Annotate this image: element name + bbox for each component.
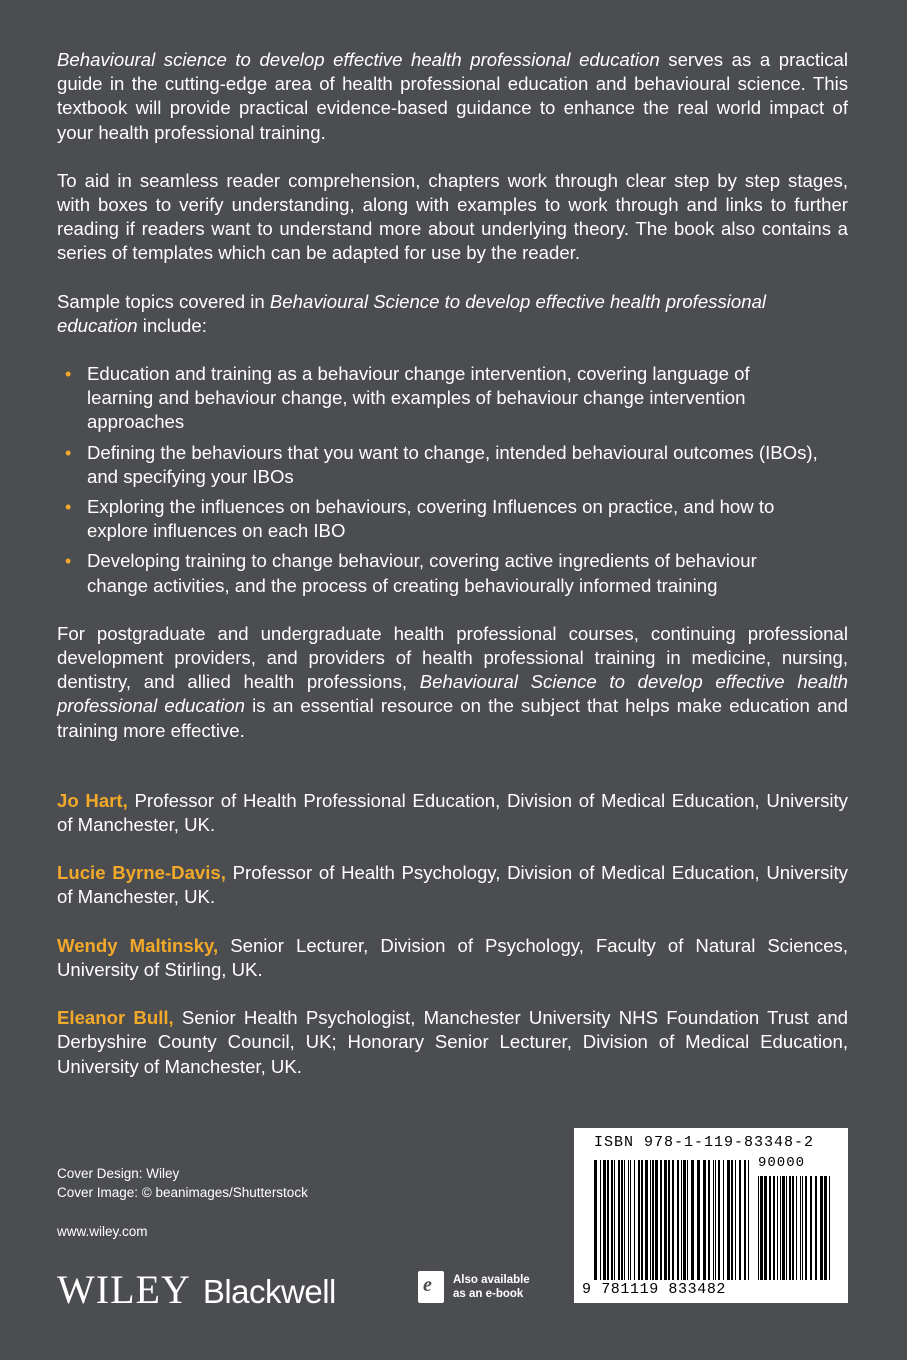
ebook-line-2: as an e-book bbox=[453, 1288, 524, 1300]
cover-credits bbox=[57, 1164, 308, 1202]
author-bio: Jo Hart, Professor of Health Professional Education, Division of Medical Education, University of Manchester, UK. bbox=[57, 789, 848, 836]
price-addon-code: 90000 bbox=[758, 1155, 806, 1171]
bullet-icon: • bbox=[65, 364, 72, 385]
ebook-icon: e bbox=[418, 1271, 444, 1303]
cover-design-credit: Cover Design: Wiley bbox=[57, 1166, 180, 1181]
author-bio: Eleanor Bull, Senior Health Psychologist, Manchester University NHS Foundation Trust and Derbyshire County Council, UK; Honorary Senior Lecturer, Division of Medical Education, University of Manchester, UK. bbox=[57, 1007, 849, 1077]
intro-paragraph-3: Sample topics covered in Behavioural Science to develop effective health professional education include: bbox=[57, 290, 767, 336]
intro-paragraph-1: Behavioural science to develop effective health professional education serves as a practical guide in the cutting-edge area of health professional education and behavioural science. This textbook will provide practical evidence-based guidance to enhance the real world impact of your health professional training. bbox=[57, 49, 848, 143]
author-bio: Lucie Byrne-Davis, Professor of Health Psychology, Division of Medical Education, University of Manchester, UK. bbox=[57, 862, 848, 908]
list-item: • Exploring the influences on behaviours, covering Influences on practice, and how to explore influences on each IBO bbox=[65, 496, 775, 542]
intro-paragraph-2: To aid in seamless reader comprehension, chapters work through clear step by step stages, with boxes to verify understanding, along with examples to work through and links to further reading if readers want to understand more about underlying theory. The book also contains a series of templates which can be adapted for use by the reader. bbox=[57, 169, 848, 264]
bullet-icon: • bbox=[65, 551, 72, 572]
blackwell-wordmark: Blackwell bbox=[202, 1273, 336, 1310]
bullet-icon: • bbox=[65, 442, 72, 463]
list-item: • Education and training as a behaviour change intervention, covering language of learning and behaviour change, with examples of behaviour change intervention approaches bbox=[65, 363, 750, 433]
barcode bbox=[574, 1128, 848, 1303]
ebook-badge bbox=[418, 1271, 530, 1303]
back-cover-text bbox=[57, 48, 848, 1079]
wiley-blackwell-logo bbox=[57, 1266, 336, 1310]
cover-image-credit: Cover Image: © beanimages/Shutterstock bbox=[57, 1185, 308, 1200]
ebook-line-1: Also available bbox=[453, 1274, 530, 1286]
author-bio: Wendy Maltinsky, Senior Lecturer, Division of Psychology, Faculty of Natural Sciences, University of Stirling, UK. bbox=[57, 934, 849, 980]
topic-list bbox=[57, 362, 848, 598]
audience-paragraph: For postgraduate and undergraduate health professional courses, continuing professional development providers, and providers of health professional training in medicine, nursing, dentistry, and allied health professions, Behavioural Science to develop effective health professional education is an essential resource on the subject that helps make education and training more effective. bbox=[57, 622, 848, 741]
wiley-wordmark: WILEY bbox=[57, 1267, 191, 1312]
barcode-bars bbox=[574, 1128, 848, 1303]
ean-number: 9 781119 833482 bbox=[582, 1281, 727, 1298]
list-item: • Defining the behaviours that you want to change, intended behavioural outcomes (IBOs), and specifying your IBOs bbox=[65, 441, 818, 487]
isbn-text: ISBN 978-1-119-83348-2 bbox=[594, 1134, 815, 1151]
list-item: • Developing training to change behaviour, covering active ingredients of behaviour change activities, and the process of creating behaviourally informed training bbox=[65, 550, 757, 596]
bullet-icon: • bbox=[65, 497, 72, 518]
publisher-url[interactable]: www.wiley.com bbox=[57, 1224, 148, 1239]
